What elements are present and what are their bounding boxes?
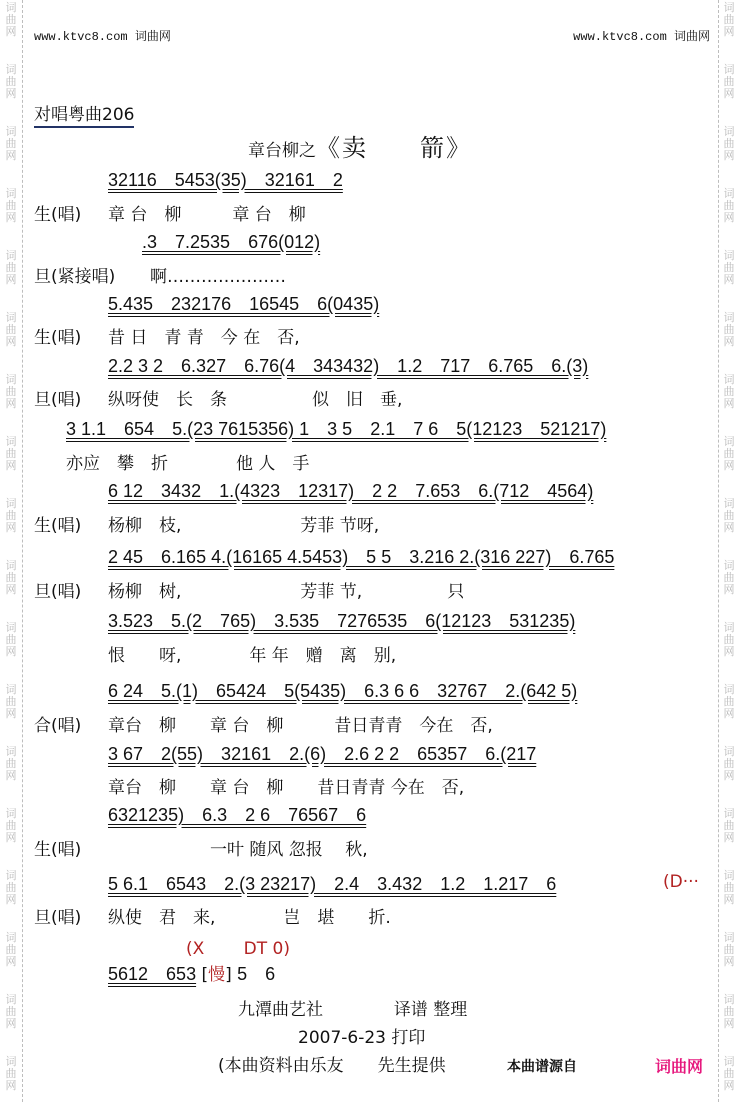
role-label: 旦(唱): [34, 582, 82, 602]
watermark-text: 词 曲 网: [723, 435, 735, 472]
lyric-line: 章台 柳 章 台 柳 昔日青青 今在 否,: [108, 778, 465, 798]
lyric-line: 恨 呀, 年 年 赠 离 别,: [108, 646, 397, 666]
lyric-line: 亦应 攀 折 他 人 手: [66, 454, 310, 474]
lyric-line: 一叶 随风 忽报 秋,: [210, 840, 368, 860]
watermark-text: 词 曲 网: [723, 931, 735, 968]
lyric-line: 杨柳 树, 芳菲 节, 只: [108, 582, 465, 602]
watermark-text: 词 曲 网: [5, 621, 17, 658]
watermark-text: 词 曲 网: [723, 559, 735, 596]
title-prefix: 章台柳之: [248, 141, 316, 161]
song-title: [248, 128, 472, 163]
role-label: 生(唱): [34, 516, 82, 536]
lyric-line: 杨柳 枝, 芳菲 节呀,: [108, 516, 380, 536]
watermark-text: 词 曲 网: [723, 497, 735, 534]
role-label: 旦(唱): [34, 908, 82, 928]
notation-line: 6 12 3432 1.(4323 12317) 2 2 7.653 6.(712 4564): [108, 481, 594, 501]
lyric-line: 纵呀使 长 条 似 旧 垂,: [108, 390, 403, 410]
title-name: 《卖 箭》: [316, 134, 472, 162]
lyric-line: 章台 柳 章 台 柳 昔日青青 今在 否,: [108, 716, 493, 736]
role-label: 旦(唱): [34, 390, 82, 410]
notation-line: 5 6.1 6543 2.(3 23217) 2.4 3.432 1.2 1.217 6: [108, 874, 557, 894]
notation-line: 6 24 5.(1) 65424 5(5435) 6.3 6 6 32767 2.(642 5): [108, 681, 578, 701]
left-watermark-strip: [0, 0, 23, 1102]
watermark-text: 词 曲 网: [5, 1, 17, 38]
slow-open: [: [201, 965, 209, 985]
watermark-text: 词 曲 网: [723, 1, 735, 38]
watermark-text: 词 曲 网: [723, 125, 735, 162]
watermark-text: 词 曲 网: [5, 373, 17, 410]
watermark-text: 词 曲 网: [723, 373, 735, 410]
watermark-text: 词 曲 网: [5, 683, 17, 720]
notation-line: .3 7.2535 676(012): [142, 232, 321, 252]
notation-line: 5.435 232176 16545 6(0435): [108, 294, 380, 314]
watermark-text: 词 曲 网: [723, 1055, 735, 1092]
watermark-text: 词 曲 网: [5, 745, 17, 782]
watermark-text: 词 曲 网: [5, 1055, 17, 1092]
watermark-text: 词 曲 网: [5, 249, 17, 286]
watermark-text: 词 曲 网: [723, 993, 735, 1030]
role-label: 生(唱): [34, 205, 82, 225]
watermark-text: 词 曲 网: [723, 621, 735, 658]
right-watermark-strip: [718, 0, 739, 1102]
watermark-text: 词 曲 网: [723, 807, 735, 844]
watermark-text: 词 曲 网: [5, 993, 17, 1030]
notation-line: 3 1.1 654 5.(23 7615356) 1 3 5 2.1 7 6 5(12123 521217): [66, 419, 607, 439]
final-notes-row: [108, 960, 275, 986]
source-label: 本曲谱源自: [507, 1059, 577, 1075]
watermark-text: 词 曲 网: [5, 807, 17, 844]
watermark-text: 词 曲 网: [723, 683, 735, 720]
lyric-line: 纵使 君 来, 岂 堪 折.: [108, 908, 391, 928]
x-dt-annotation: (X DT 0): [186, 939, 291, 959]
watermark-text: 词 曲 网: [5, 187, 17, 224]
lyric-line: 昔 日 青 青 今 在 否,: [108, 328, 300, 348]
notation-line: 3.523 5.(2 765) 3.535 7276535 6(12123 531235): [108, 611, 576, 631]
credit-line: [238, 995, 467, 1020]
watermark-text: 词 曲 网: [723, 63, 735, 100]
watermark-text: 词 曲 网: [5, 497, 17, 534]
final-notes-a: 5612 653: [108, 964, 197, 984]
watermark-text: 词 曲 网: [5, 311, 17, 348]
lyric-line: 章 台 柳 章 台 柳: [108, 205, 306, 225]
d-annotation: (D···: [663, 872, 699, 892]
series-title: 对唱粤曲206: [34, 100, 134, 128]
notation-line: 2 45 6.165 4.(16165 4.5453) 5 5 3.216 2.(316 227) 6.765: [108, 547, 615, 567]
site-url-left[interactable]: www.ktvc8.com 词曲网: [34, 30, 171, 44]
watermark-text: 词 曲 网: [723, 311, 735, 348]
notation-line: 2.2 3 2 6.327 6.76(4 343432) 1.2 717 6.765 6.(3): [108, 356, 589, 376]
watermark-text: 词 曲 网: [5, 435, 17, 472]
watermark-text: 词 曲 网: [5, 931, 17, 968]
watermark-text: 词 曲 网: [5, 559, 17, 596]
watermark-text: 词 曲 网: [723, 869, 735, 906]
slow-close: ]: [225, 965, 232, 985]
brand-logo[interactable]: 词曲网: [655, 1057, 704, 1076]
watermark-text: 词 曲 网: [723, 745, 735, 782]
slow-marking: 慢: [208, 965, 226, 985]
notation-line: 6321235) 6.3 2 6 76567 6: [108, 805, 367, 825]
credit-role: 译谱 整理: [393, 1000, 468, 1020]
print-date: 2007-6-23 打印: [298, 1028, 426, 1048]
watermark-text: 词 曲 网: [5, 63, 17, 100]
role-label: 合(唱): [34, 716, 82, 736]
watermark-text: 词 曲 网: [723, 249, 735, 286]
final-notes-b: 5 6: [237, 964, 276, 984]
watermark-text: 词 曲 网: [723, 187, 735, 224]
watermark-text: 词 曲 网: [5, 125, 17, 162]
lyric-line: 啊…………………: [150, 267, 286, 287]
notation-line: 32116 5453(35) 32161 2: [108, 170, 343, 190]
role-label: 生(唱): [34, 840, 82, 860]
notation-line: 3 67 2(55) 32161 2.(6) 2.6 2 2 65357 6.(217: [108, 744, 537, 764]
role-label: 旦(紧接唱): [34, 267, 116, 287]
provider-note: (本曲资料由乐友 先生提供: [218, 1056, 446, 1076]
site-url-right[interactable]: www.ktvc8.com 词曲网: [573, 30, 710, 44]
watermark-text: 词 曲 网: [5, 869, 17, 906]
credit-society: 九潭曲艺社: [238, 1000, 323, 1020]
role-label: 生(唱): [34, 328, 82, 348]
